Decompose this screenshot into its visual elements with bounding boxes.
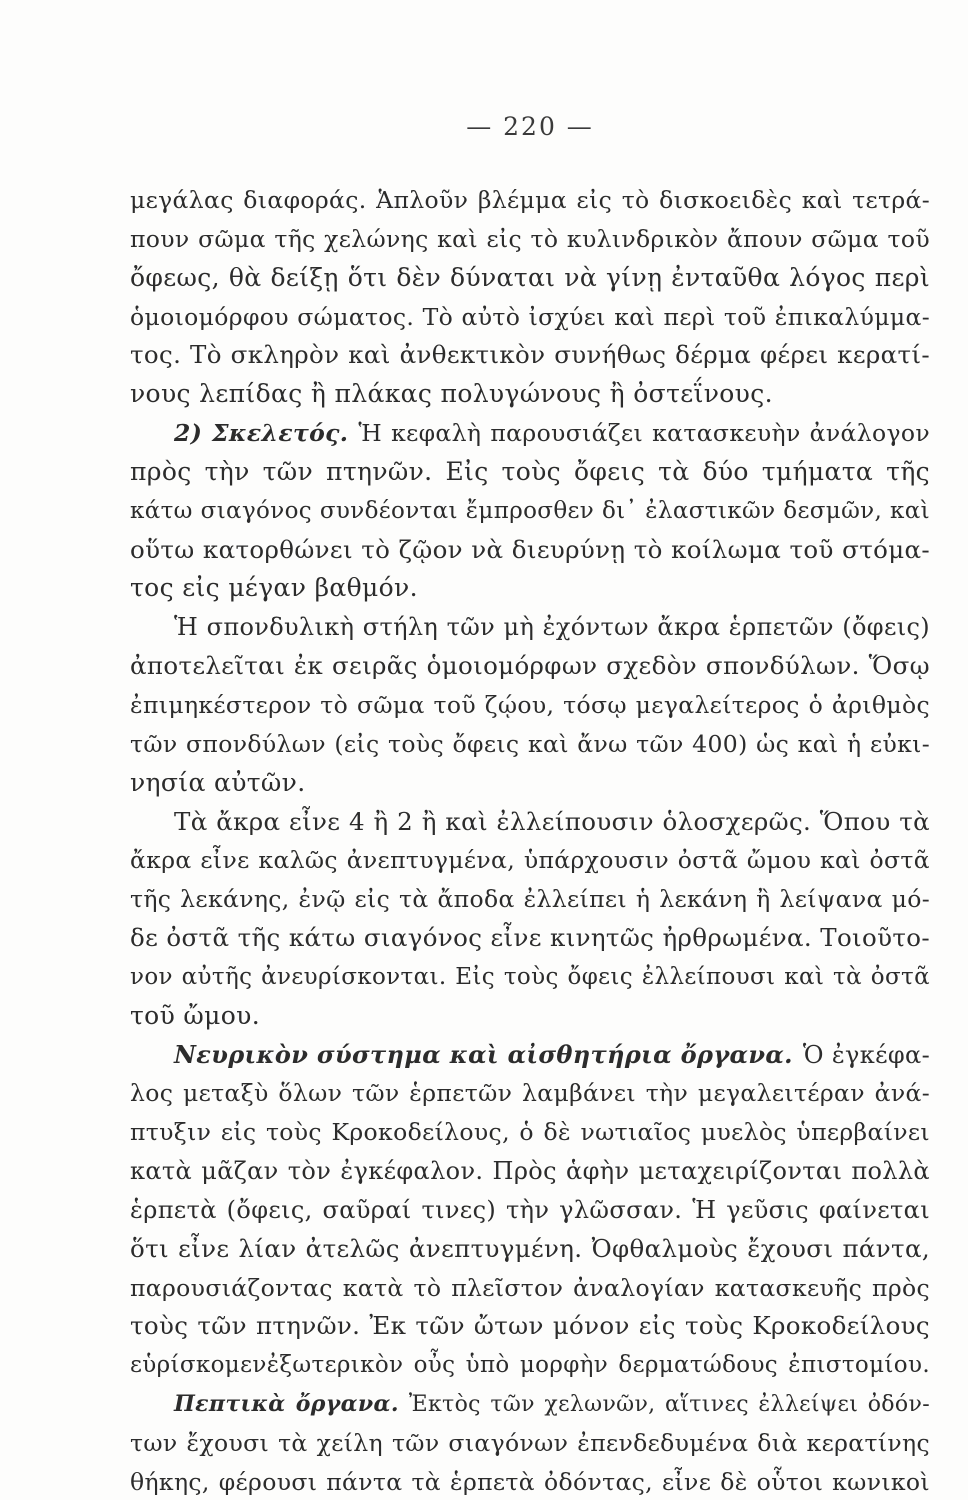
page-number: — 220 —	[466, 112, 594, 141]
text-line: ἀποτελεῖται ἐκ σειρᾶς ὁμοιομόρφων σχεδὸν σπονδύλων. Ὅσῳ	[130, 651, 930, 681]
text-line: τοῦ ὤμου.	[130, 1000, 261, 1030]
text-line: νους λεπίδας ἢ πλάκας πολυγώνους ἢ ὀστεΐνους.	[130, 379, 773, 409]
text-line: κατὰ μᾶζαν τὸν ἐγκέφαλον. Πρὸς ἁφὴν μεταχειρίζονται πολλὰ	[130, 1157, 930, 1186]
text-line: Ἡ σπονδυλικὴ στήλη τῶν μὴ ἐχόντων ἄκρα ἑρπετῶν (ὄφεις)	[174, 613, 930, 642]
text-line: νον αὐτῆς ἀνευρίσκονται. Εἰς τοὺς ὄφεις ἐλλείπουσι καὶ τὰ ὀστᾶ	[130, 963, 930, 990]
text-line-rest: Ὁ ἐγκέφα-	[802, 1040, 931, 1069]
text-line: τοὺς τῶν πτηνῶν. Ἐκ τῶν ὤτων μόνον εἰς τοὺς Κροκοδείλους	[130, 1311, 930, 1341]
text-line: τος. Τὸ σκληρὸν καὶ ἀνθεκτικὸν συνήθως δέρμα φέρει κερατί-	[130, 340, 930, 370]
text-line: πρὸς τὴν τῶν πτηνῶν. Εἰς τοὺς ὄφεις τὰ δύο τμήματα τῆς	[130, 456, 930, 486]
text-line: τος εἰς μέγαν βαθμόν.	[130, 573, 418, 603]
text-line: πουν σῶμα τῆς χελώνης καὶ εἰς τὸ κυλινδρικὸν ἄπουν σῶμα τοῦ	[130, 224, 930, 253]
text-line: λος μεταξὺ ὅλων τῶν ἑρπετῶν λαμβάνει τὴν μεγαλειτέραν ἀνά-	[130, 1079, 930, 1108]
section-line	[130, 1036, 930, 1075]
text-line: μεγάλας διαφοράς. Ἁπλοῦν βλέμμα εἰς τὸ δισκοειδὲς καὶ τετρά-	[130, 186, 930, 214]
text-line: των ἔχουσι τὰ χείλη τῶν σιαγόνων ἐπενδεδυμένα διὰ κερατίνης	[130, 1429, 930, 1457]
body-text	[130, 181, 930, 1502]
text-line: ὅτι εἶνε λίαν ἀτελῶς ἀνεπτυγμένη. Ὀφθαλμοὺς ἔχουσι πάντα,	[130, 1233, 930, 1263]
text-line: ὁμοιομόρφου σώματος. Τὸ αὐτὸ ἰσχύει καὶ περὶ τοῦ ἐπικαλύμμα-	[130, 302, 930, 331]
text-line: παρουσιάζοντας κατὰ τὸ πλεῖστον ἀναλογίαν κατασκευῆς πρὸς	[130, 1273, 930, 1302]
section-line	[130, 1385, 930, 1424]
text-line: οὕτω κατορθώνει τὸ ζῷον νὰ διευρύνῃ τὸ κοίλωμα τοῦ στόμα-	[130, 534, 930, 564]
text-line: θήκης, φέρουσι πάντα τὰ ἑρπετὰ ὀδόντας, εἶνε δὲ οὗτοι κωνικοὶ	[130, 1467, 930, 1496]
section-heading-digestive-organs: Πεπτικὰ ὄργανα.	[174, 1391, 399, 1418]
text-line: ἐπιμηκέστερον τὸ σῶμα τοῦ ζῴου, τόσῳ μεγαλείτερος ὁ ἀριθμὸς	[130, 690, 930, 719]
text-line: πτυξιν εἰς τοὺς Κροκοδείλους, ὁ δὲ νωτιαῖος μυελὸς ὑπερβαίνει	[130, 1118, 930, 1147]
text-line: δε ὀστᾶ τῆς κάτω σιαγόνος εἶνε κινητῶς ἠρθρωμένα. Τοιοῦτο-	[130, 923, 930, 953]
text-line-rest: Ἐκτὸς τῶν χελωνῶν, αἵτινες ἐλλείψει ὀδόν-	[408, 1392, 930, 1418]
text-line: τῶν σπονδύλων (εἰς τοὺς ὄφεις καὶ ἄνω τῶν 400) ὡς καὶ ἡ εὐκι-	[130, 729, 930, 758]
text-line: νησία αὐτῶν.	[130, 767, 306, 797]
text-line: ὄφεως, θὰ δείξῃ ὅτι δὲν δύναται νὰ γίνῃ ἐνταῦθα λόγος περὶ	[130, 262, 930, 292]
text-line: Τὰ ἄκρα εἶνε 4 ἢ 2 ἢ καὶ ἐλλείπουσιν ὁλοσχερῶς. Ὅπου τὰ	[174, 806, 930, 836]
section-heading-skeleton: 2) Σκελετός.	[174, 419, 349, 448]
section-line	[130, 414, 930, 453]
section-heading-nervous-system: Νευρικὸν σύστημα καὶ αἰσθητήρια ὄργανα.	[174, 1039, 793, 1069]
text-line: ἄκρα εἶνε καλῶς ἀνεπτυγμένα, ὑπάρχουσιν ὀστᾶ ὤμου καὶ ὀστᾶ	[130, 846, 930, 875]
text-line: εὑρίσκομενἐξωτερικὸν οὖς ὑπὸ μορφὴν δερματώδους ἐπιστομίου.	[130, 1352, 930, 1379]
text-line: τῆς λεκάνης, ἐνῷ εἰς τὰ ἄποδα ἐλλείπει ἡ λεκάνη ἢ λείψανα μό-	[130, 885, 930, 914]
text-line: κάτω σιαγόνος συνδέονται ἔμπροσθεν δι᾿ ἐλαστικῶν δεσμῶν, καὶ	[130, 497, 930, 524]
text-line: ἑρπετὰ (ὄφεις, σαῦραί τινες) τὴν γλῶσσαν. Ἡ γεῦσις φαίνεται	[130, 1195, 930, 1224]
text-line-rest: Ἡ κεφαλὴ παρουσιάζει κατασκευὴν ἀνάλογον	[358, 419, 930, 448]
